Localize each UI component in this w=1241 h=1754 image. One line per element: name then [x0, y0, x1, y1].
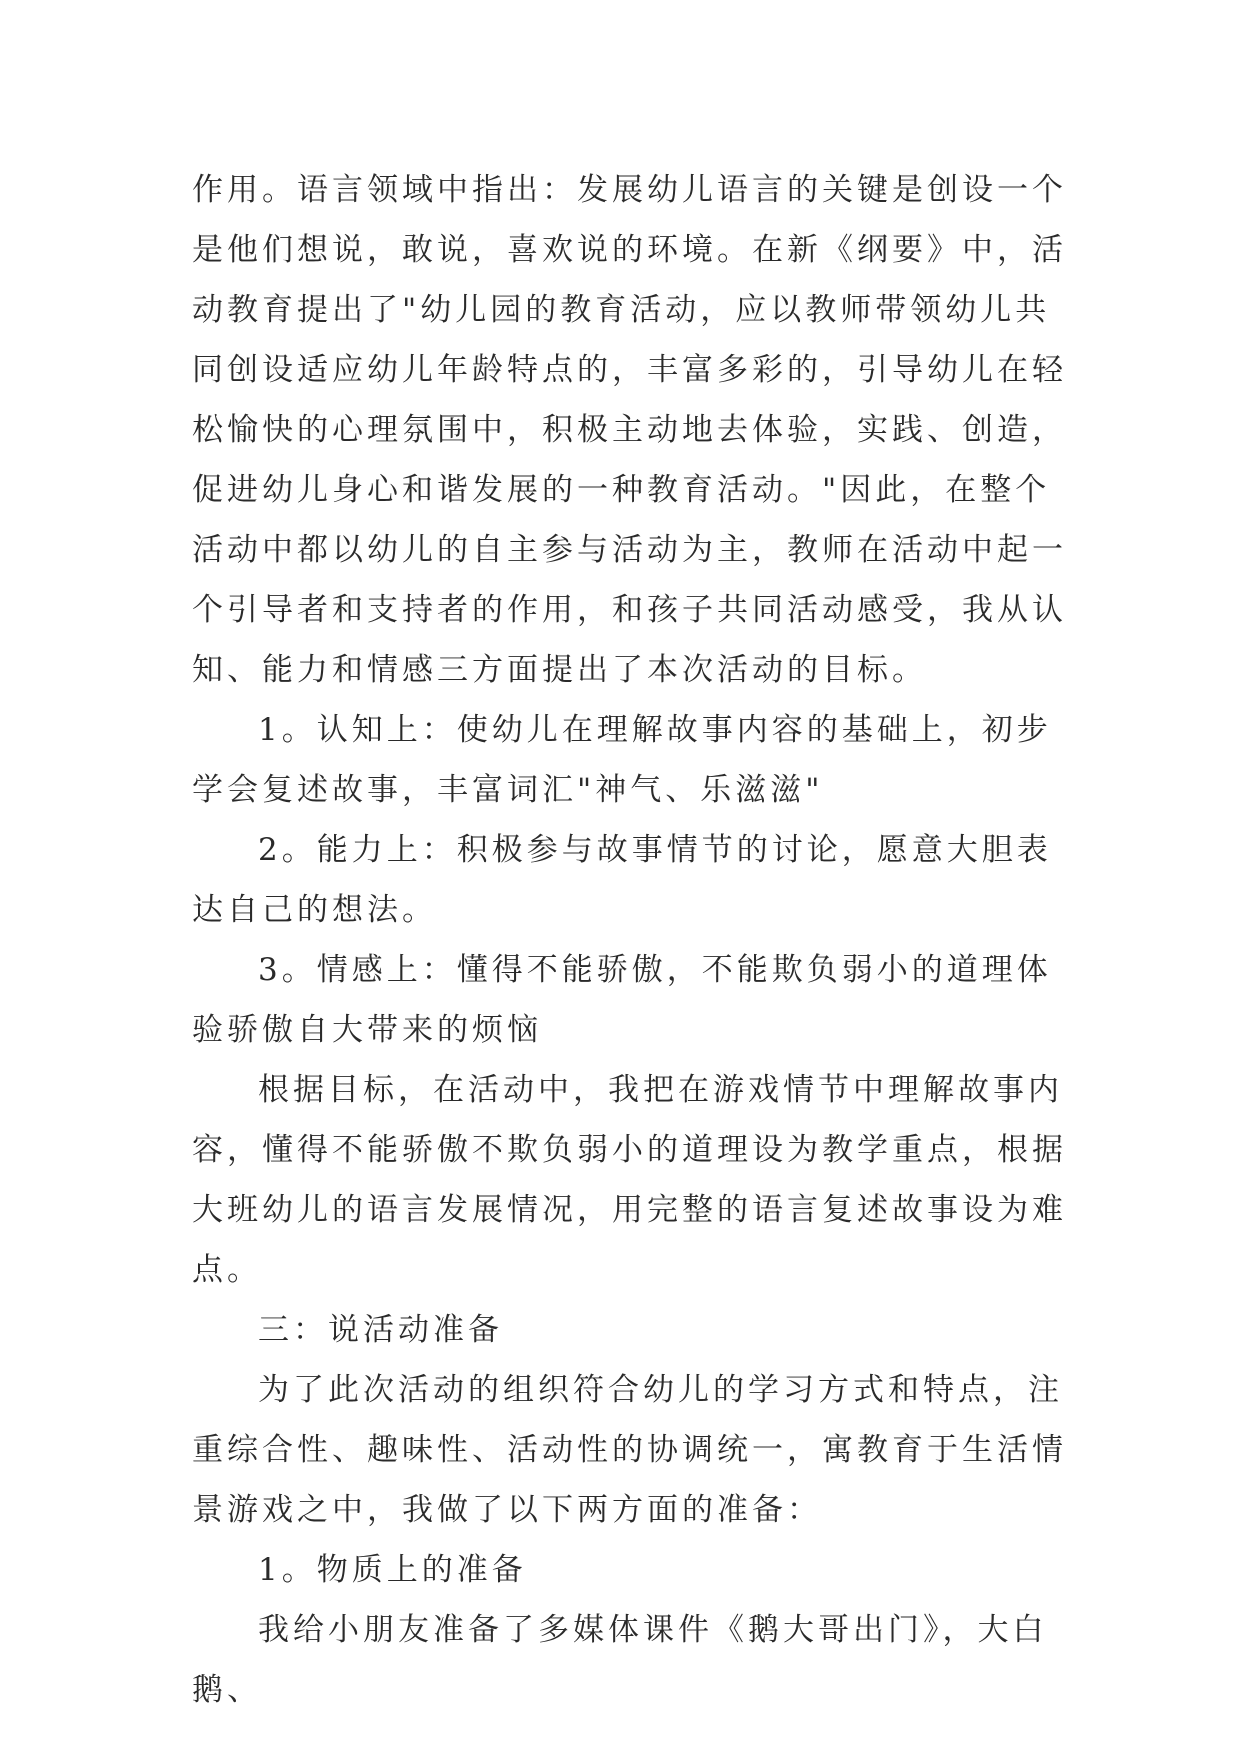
paragraph-key-points: 根据目标，在活动中，我把在游戏情节中理解故事内容，懂得不能骄傲不欺负弱小的道理设为教学重点，根据大班幼儿的语言发展情况，用完整的语言复述故事设为难点。: [192, 1072, 1067, 1288]
document-body: [192, 160, 1072, 1720]
paragraph-goal-cognition: 1。认知上：使幼儿在理解故事内容的基础上，初步学会复述故事，丰富词汇"神气、乐滋滋": [192, 712, 1052, 808]
paragraph-objectives-intro: 作用。语言领域中指出：发展幼儿语言的关键是创设一个是他们想说，敢说，喜欢说的环境。在新《纲要》中，活动教育提出了"幼儿园的教育活动，应以教师带领幼儿共同创设适应幼儿年龄特点的，丰富多彩的，引导幼儿在轻松愉快的心理氛围中，积极主动地去体验，实践、创造，促进幼儿身心和谐发展的一种教育活动。"因此，在整个活动中都以幼儿的自主参与活动为主，教师在活动中起一个引导者和支持者的作用，和孩子共同活动感受，我从认知、能力和情感三方面提出了本次活动的目标。: [192, 172, 1067, 688]
subheading-material-preparation: 1。物质上的准备: [258, 1552, 527, 1588]
paragraph-preparation-intro: 为了此次活动的组织符合幼儿的学习方式和特点，注重综合性、趣味性、活动性的协调统一，寓教育于生活情景游戏之中，我做了以下两方面的准备：: [192, 1372, 1067, 1528]
paragraph-goal-ability: 2。能力上：积极参与故事情节的讨论，愿意大胆表达自己的想法。: [192, 832, 1052, 928]
paragraph-material-list: 我给小朋友准备了多媒体课件《鹅大哥出门》，大白鹅、: [192, 1612, 1048, 1708]
paragraph-goal-emotion: 3。情感上：懂得不能骄傲，不能欺负弱小的道理体验骄傲自大带来的烦恼: [192, 952, 1052, 1048]
section-heading-preparation: 三：说活动准备: [258, 1312, 503, 1348]
